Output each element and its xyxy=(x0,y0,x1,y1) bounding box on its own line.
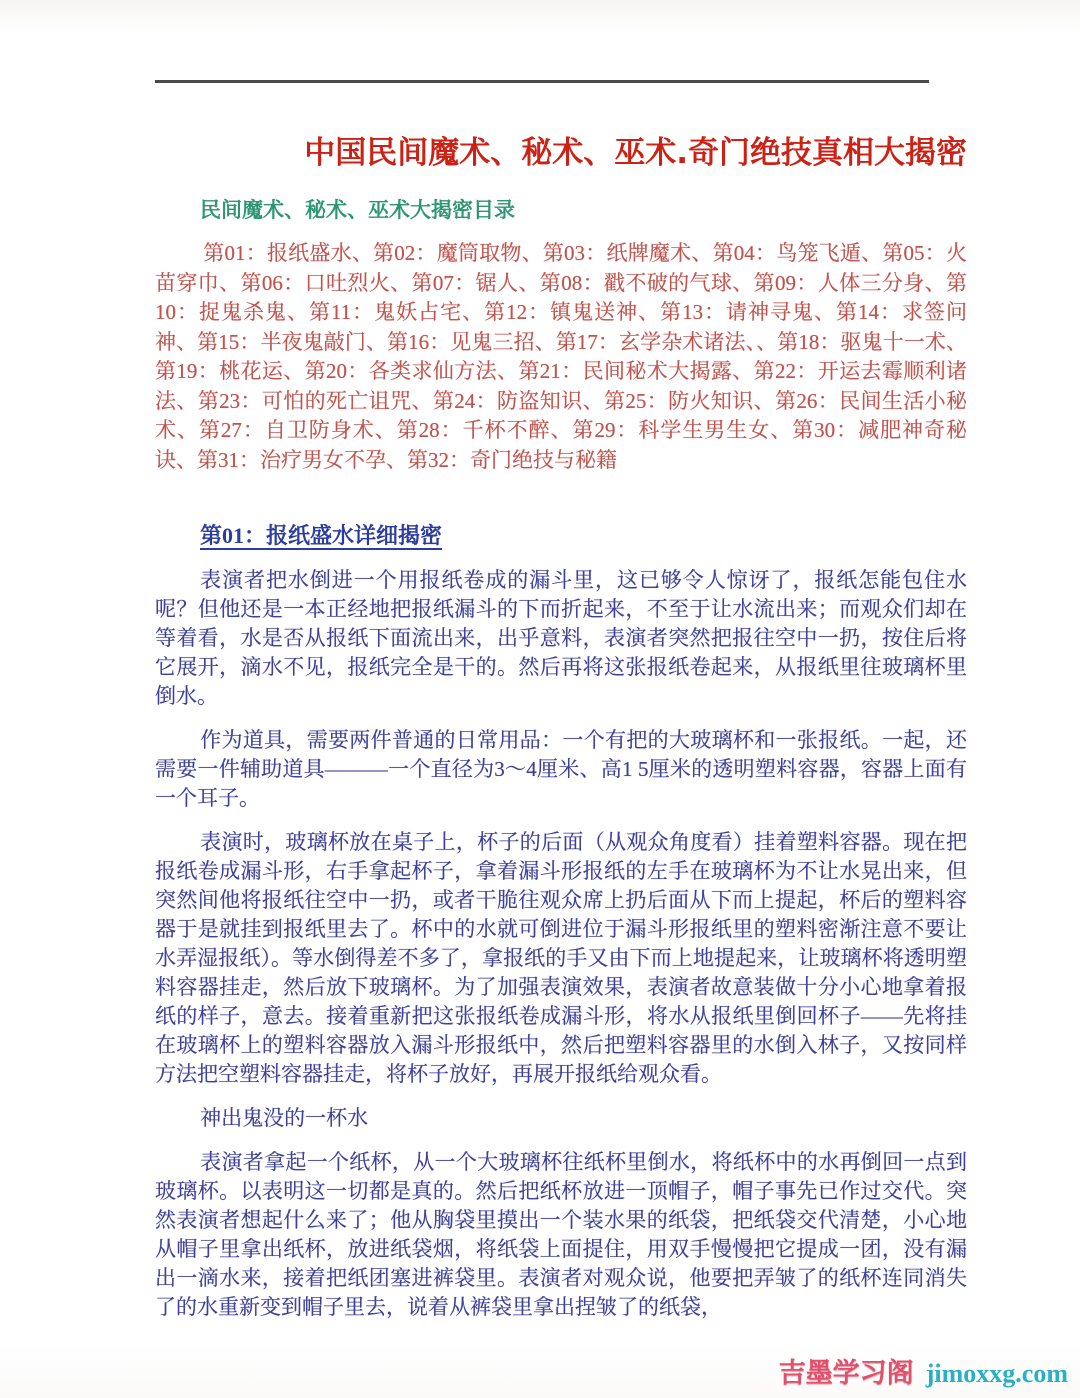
paragraph-2: 作为道具，需要两件普通的日常用品：一个有把的大玻璃杯和一张报纸。一起，还需要一件辅助道具———一个直径为3～4厘米、高1 5厘米的透明塑料容器，容器上面有一个耳子。 xyxy=(155,728,967,810)
watermark-site-url: jimoxxg.com xyxy=(925,1359,1068,1388)
subheading: 神出鬼没的一杯水 xyxy=(200,1106,369,1130)
toc-heading: 民间魔术、秘术、巫术大揭密目录 xyxy=(200,198,515,222)
section-heading-text: 第01：报纸盛水详细揭密 xyxy=(200,523,443,548)
paragraph-3: 表演时，玻璃杯放在桌子上，杯子的后面（从观众角度看）挂着塑料容器。现在把报纸卷成漏斗形，右手拿起杯子，拿着漏斗形报纸的左手在玻璃杯为不让水晃出来，但突然间他将报纸往空中一扔，或者干脆往观众席上扔后面从下而上提起，杯后的塑料容器于是就挂到报纸里去了。杯中的水就可倒进位于漏斗形报纸里的塑料密渐注意不要让水弄湿报纸）。等水倒得差不多了，拿报纸的手又由下而上地提起来，让玻璃杯将透明塑料容器挂走，然后放下玻璃杯。为了加强表演效果，表演者故意装做十分小心地拿着报纸的样子，意去。接着重新把这张报纸卷成漏斗形，将水从报纸里倒回杯子——先将挂在玻璃杯上的塑料容器放入漏斗形报纸中，然后把塑料容器里的水倒入林子，又按同样方法把空塑料容器挂走，将杯子放好，再展开报纸给观众看。 xyxy=(155,830,967,1086)
paragraph-4: 表演者拿起一个纸杯，从一个大玻璃杯往纸杯里倒水，将纸杯中的水再倒回一点到玻璃杯。以表明这一切都是真的。然后把纸杯放进一顶帽子，帽子事先已作过交代。突然表演者想起什么来了；他从胸袋里摸出一个装水果的纸袋，把纸袋交代清楚，小心地从帽子里拿出纸杯，放进纸袋烟，将纸袋上面提住，用双手慢慢把它提成一团，没有漏出一滴水来，接着把纸团塞进裤袋里。表演者对观众说，他要把弄皱了的纸杯连同消失了的水重新变到帽子里去，说着从裤袋里拿出捏皱了的纸袋， xyxy=(155,1150,967,1319)
content-column xyxy=(155,0,967,1322)
watermark xyxy=(779,1351,1068,1390)
watermark-site-name: 吉墨学习阁 xyxy=(778,1358,914,1389)
top-rule xyxy=(155,80,929,83)
toc-paragraph: 第01：报纸盛水、第02：魔筒取物、第03：纸牌魔术、第04：鸟笼飞遁、第05：火苗穿巾、第06：口吐烈火、第07：锯人、第08：戳不破的气球、第09：人体三分身、第10：捉鬼杀鬼、第11：鬼妖占宅、第12：镇鬼送神、第13：请神寻鬼、第14：求签问神、第15：半夜鬼敲门、第16：见鬼三招、第17：玄学杂术诸法、、第18：驱鬼十一术、第19：桃花运、第20：各类求仙方法、第21：民间秘术大揭露、第22：开运去霉顺利诸法、第23：可怕的死亡诅咒、第24：防盗知识、第25：防火知识、第26：民间生活小秘术、第27：自卫防身术、第28：千杯不醉、第29：科学生男生女、第30：减肥神奇秘诀、第31：治疗男女不孕、第32：奇门绝技与秘籍 xyxy=(155,241,967,472)
paragraph-1: 表演者把水倒进一个用报纸卷成的漏斗里，这已够令人惊讶了，报纸怎能包住水呢？但他还是一本正经地把报纸漏斗的下而折起来，不至于让水流出来；而观众们却在等着看，水是否从报纸下面流出来，出乎意料，表演者突然把报往空中一扔，按住后将它展开，滴水不见，报纸完全是干的。然后再将这张报纸卷起来，从报纸里往玻璃杯里倒水。 xyxy=(155,568,967,708)
section-heading xyxy=(155,521,967,551)
doc-title: 中国民间魔术、秘术、巫术.奇门绝技真相大揭密 xyxy=(304,135,967,171)
